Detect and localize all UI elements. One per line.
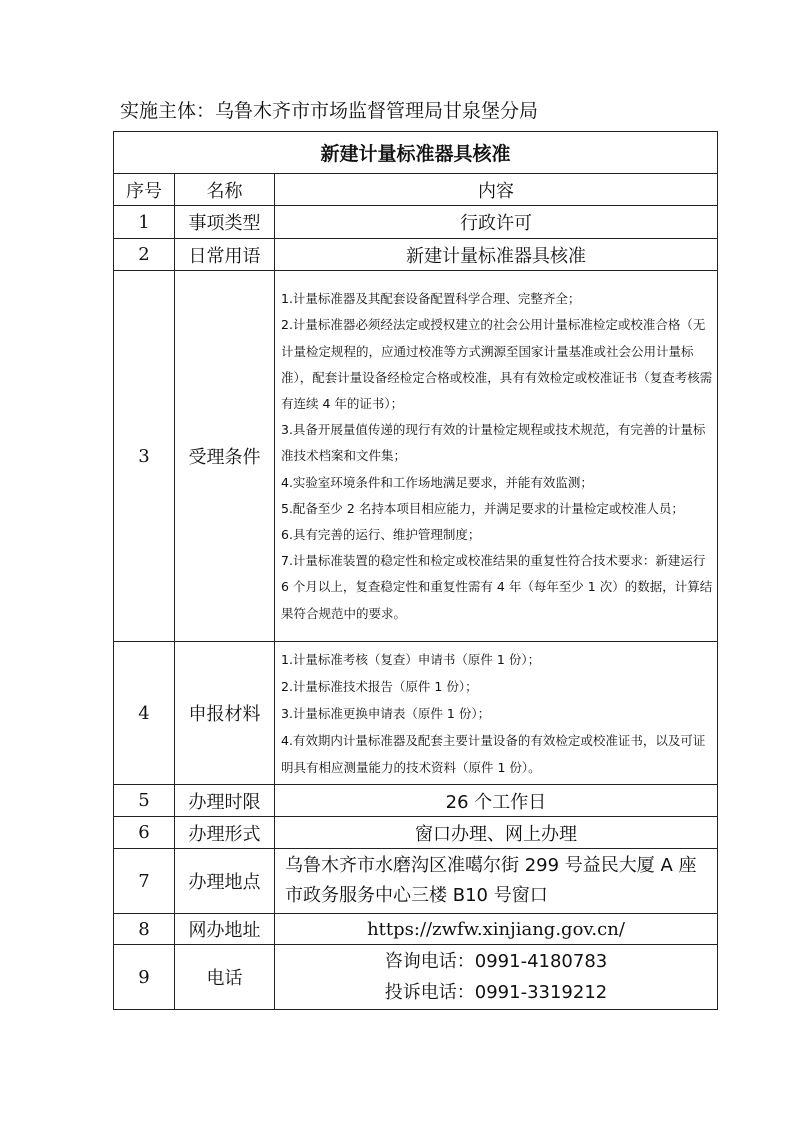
table-row	[114, 945, 718, 1010]
application-materials-cell	[275, 642, 718, 785]
condition-item: 3.具备开展量值传递的现行有效的计量检定规程或技术规范，有完善的计量标准技术档案和文件集；	[281, 422, 706, 464]
row-number: 4	[114, 642, 175, 785]
row-name: 事项类型	[175, 206, 275, 239]
row-number: 8	[114, 914, 175, 945]
column-header-name: 名称	[175, 174, 275, 206]
consult-phone: 咨询电话：0991-4180783	[384, 951, 608, 972]
row-content-location-cell	[275, 849, 718, 914]
table-header-row	[114, 174, 718, 206]
table-row	[114, 239, 718, 271]
condition-item: 5.配备至少 2 名持本项目相应能力，并满足要求的计量检定或校准人员；	[281, 500, 684, 516]
row-name: 日常用语	[175, 239, 275, 271]
condition-item: 7.计量标准装置的稳定性和检定或校准结果的重复性符合技术要求：新建运行 6 个月以上，复查稳定性和重复性需有 4 年（每年至少 1 次）的数据，计算结果符合规范中的要求。	[281, 553, 713, 621]
table-row	[114, 206, 718, 239]
row-number: 1	[114, 206, 175, 239]
row-number: 2	[114, 239, 175, 271]
column-header-content: 内容	[275, 174, 718, 206]
row-content-common-term: 新建计量标准器具核准	[275, 239, 718, 271]
handling-location: 乌鲁木齐市水磨沟区准噶尔街 299 号益民大厦 A 座市政务服务中心三楼 B10 号窗口	[285, 855, 697, 906]
material-item: 1.计量标准考核（复查）申请书（原件 1 份）；	[281, 652, 541, 667]
material-item: 3.计量标准更换申请表（原件 1 份）；	[281, 706, 491, 721]
condition-item: 2.计量标准器必须经法定或授权建立的社会公用计量标准检定或校准合格（无计量检定规程的，应通过校准等方式溯源至国家计量基准或社会公用计量标准），配套计量设备经检定合格或校准，具有有效检定或校准证书（复查考核需有连续 4 年的证书）；	[281, 317, 713, 411]
implementing-body: 实施主体：乌鲁木齐市市场监督管理局甘泉堡分局	[120, 100, 539, 122]
row-content-handling-form: 窗口办理、网上办理	[275, 817, 718, 849]
service-info-table	[113, 131, 718, 1010]
table-row	[114, 914, 718, 945]
table-title: 新建计量标准器具核准	[114, 132, 718, 174]
column-header-no: 序号	[114, 174, 175, 206]
row-name: 申报材料	[175, 642, 275, 785]
row-content-time-limit: 26 个工作日	[275, 785, 718, 817]
condition-item: 6.具有完善的运行、维护管理制度；	[281, 527, 481, 542]
row-name: 办理形式	[175, 817, 275, 849]
row-name: 受理条件	[175, 271, 275, 642]
condition-item: 4.实验室环境条件和工作场地满足要求，并能有效监测；	[281, 474, 593, 490]
material-item: 4.有效期内计量标准器及配套主要计量设备的有效检定或校准证书，以及可证明具有相应测量能力的技术资料（原件 1 份）。	[281, 733, 706, 775]
table-row	[114, 785, 718, 817]
row-number: 5	[114, 785, 175, 817]
row-number: 7	[114, 849, 175, 914]
online-address-link[interactable]: https://zwfw.xinjiang.gov.cn/	[275, 914, 718, 945]
row-number: 3	[114, 271, 175, 642]
table-row	[114, 642, 718, 785]
row-name: 网办地址	[175, 914, 275, 945]
row-name: 办理时限	[175, 785, 275, 817]
table-row	[114, 271, 718, 642]
row-name: 办理地点	[175, 849, 275, 914]
table-row	[114, 849, 718, 914]
row-name: 电话	[175, 945, 275, 1010]
condition-item: 1.计量标准器及其配套设备配置科学合理、完整齐全；	[281, 291, 581, 307]
row-number: 6	[114, 817, 175, 849]
table-row	[114, 817, 718, 849]
row-number: 9	[114, 945, 175, 1010]
material-item: 2.计量标准技术报告（原件 1 份）；	[281, 679, 478, 694]
row-content-item-type: 行政许可	[275, 206, 718, 239]
complaint-phone: 投诉电话：0991-3319212	[384, 982, 608, 1003]
acceptance-conditions-cell	[275, 271, 718, 642]
phone-cell	[275, 945, 718, 1010]
